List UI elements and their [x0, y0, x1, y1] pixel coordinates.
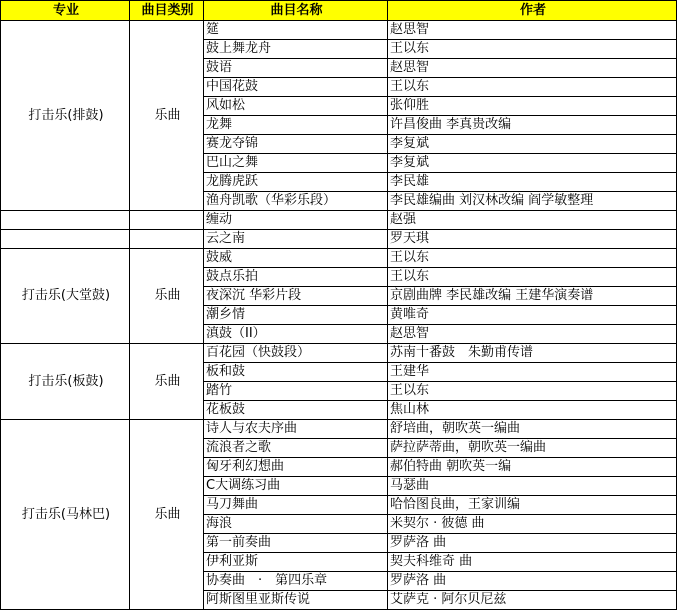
- piece-cell[interactable]: 花板鼓: [204, 401, 388, 420]
- piece-cell[interactable]: 鼓威: [204, 249, 388, 268]
- piece-cell[interactable]: 踏竹: [204, 382, 388, 401]
- category-cell[interactable]: [130, 211, 204, 230]
- piece-cell[interactable]: 滇鼓（II）: [204, 325, 388, 344]
- author-cell[interactable]: 王以东: [388, 78, 677, 97]
- piece-cell[interactable]: 第一前奏曲: [204, 534, 388, 553]
- piece-cell[interactable]: 马刀舞曲: [204, 496, 388, 515]
- piece-cell[interactable]: 匈牙利幻想曲: [204, 458, 388, 477]
- major-cell[interactable]: 打击乐(板鼓): [1, 344, 130, 420]
- category-cell[interactable]: 乐曲: [130, 21, 204, 211]
- author-cell[interactable]: 王建华: [388, 363, 677, 382]
- piece-cell[interactable]: 鼓语: [204, 59, 388, 78]
- category-cell[interactable]: 乐曲: [130, 420, 204, 610]
- author-cell[interactable]: 米契尔 · 彼德 曲: [388, 515, 677, 534]
- category-cell[interactable]: [130, 230, 204, 249]
- header-piece[interactable]: 曲目名称: [204, 1, 388, 21]
- author-cell[interactable]: 赵思智: [388, 21, 677, 40]
- piece-cell[interactable]: 筵: [204, 21, 388, 40]
- table-body: [1, 21, 677, 610]
- piece-cell[interactable]: 协奏曲 · 第四乐章: [204, 572, 388, 591]
- major-cell[interactable]: [1, 211, 130, 230]
- author-cell[interactable]: 苏南十番鼓 朱勤甫传谱: [388, 344, 677, 363]
- author-cell[interactable]: 罗萨洛 曲: [388, 534, 677, 553]
- author-cell[interactable]: 李复斌: [388, 154, 677, 173]
- piece-cell[interactable]: 伊利亚斯: [204, 553, 388, 572]
- table-row: [1, 211, 677, 230]
- author-cell[interactable]: 哈恰图良曲，王家训编: [388, 496, 677, 515]
- major-cell[interactable]: 打击乐(大堂鼓): [1, 249, 130, 344]
- piece-cell[interactable]: 夜深沉 华彩片段: [204, 287, 388, 306]
- category-cell[interactable]: 乐曲: [130, 344, 204, 420]
- author-cell[interactable]: 李民雄编曲 刘汉林改编 阎学敏整理: [388, 192, 677, 211]
- author-cell[interactable]: 郝伯特曲 朝吹英一编: [388, 458, 677, 477]
- author-cell[interactable]: 张仰胜: [388, 97, 677, 116]
- table-row: [1, 230, 677, 249]
- author-cell[interactable]: 赵思智: [388, 325, 677, 344]
- piece-cell[interactable]: 板和鼓: [204, 363, 388, 382]
- piece-cell[interactable]: 流浪者之歌: [204, 439, 388, 458]
- header-author[interactable]: 作者: [388, 1, 677, 21]
- major-cell[interactable]: 打击乐(马林巴): [1, 420, 130, 610]
- author-cell[interactable]: 京剧曲牌 李民雄改编 王建华演奏谱: [388, 287, 677, 306]
- author-cell[interactable]: 王以东: [388, 40, 677, 59]
- piece-cell[interactable]: C大调练习曲: [204, 477, 388, 496]
- author-cell[interactable]: 马瑟曲: [388, 477, 677, 496]
- table-row: [1, 344, 677, 363]
- author-cell[interactable]: 李民雄: [388, 173, 677, 192]
- author-cell[interactable]: 萨拉萨蒂曲，朝吹英一编曲: [388, 439, 677, 458]
- table-row: [1, 21, 677, 40]
- author-cell[interactable]: 赵强: [388, 211, 677, 230]
- piece-cell[interactable]: 海浪: [204, 515, 388, 534]
- author-cell[interactable]: 焦山林: [388, 401, 677, 420]
- header-major[interactable]: 专业: [1, 1, 130, 21]
- header-row: [1, 1, 677, 21]
- piece-cell[interactable]: 阿斯图里亚斯传说: [204, 591, 388, 610]
- author-cell[interactable]: 艾萨克 · 阿尔贝尼兹: [388, 591, 677, 610]
- header-category[interactable]: 曲目类别: [130, 1, 204, 21]
- piece-cell[interactable]: 潮乡情: [204, 306, 388, 325]
- author-cell[interactable]: 赵思智: [388, 59, 677, 78]
- piece-cell[interactable]: 诗人与农夫序曲: [204, 420, 388, 439]
- table-row: [1, 249, 677, 268]
- piece-cell[interactable]: 渔舟凯歌（华彩乐段）: [204, 192, 388, 211]
- author-cell[interactable]: 罗萨洛 曲: [388, 572, 677, 591]
- author-cell[interactable]: 李复斌: [388, 135, 677, 154]
- piece-cell[interactable]: 鼓上舞龙舟: [204, 40, 388, 59]
- piece-cell[interactable]: 百花园（快鼓段）: [204, 344, 388, 363]
- piece-cell[interactable]: 巴山之舞: [204, 154, 388, 173]
- author-cell[interactable]: 许昌俊曲 李真贵改编: [388, 116, 677, 135]
- author-cell[interactable]: 契夫科维奇 曲: [388, 553, 677, 572]
- piece-cell[interactable]: 风如松: [204, 97, 388, 116]
- piece-cell[interactable]: 云之南: [204, 230, 388, 249]
- piece-cell[interactable]: 龙舞: [204, 116, 388, 135]
- table-row: [1, 420, 677, 439]
- author-cell[interactable]: 舒培曲，朝吹英一编曲: [388, 420, 677, 439]
- major-cell[interactable]: 打击乐(排鼓): [1, 21, 130, 211]
- author-cell[interactable]: 罗天琪: [388, 230, 677, 249]
- author-cell[interactable]: 王以东: [388, 382, 677, 401]
- piece-cell[interactable]: 鼓点乐拍: [204, 268, 388, 287]
- major-cell[interactable]: [1, 230, 130, 249]
- piece-cell[interactable]: 中国花鼓: [204, 78, 388, 97]
- category-cell[interactable]: 乐曲: [130, 249, 204, 344]
- author-cell[interactable]: 王以东: [388, 249, 677, 268]
- piece-cell[interactable]: 缠动: [204, 211, 388, 230]
- author-cell[interactable]: 王以东: [388, 268, 677, 287]
- piece-cell[interactable]: 龙腾虎跃: [204, 173, 388, 192]
- piece-cell[interactable]: 赛龙夺锦: [204, 135, 388, 154]
- author-cell[interactable]: 黄唯奇: [388, 306, 677, 325]
